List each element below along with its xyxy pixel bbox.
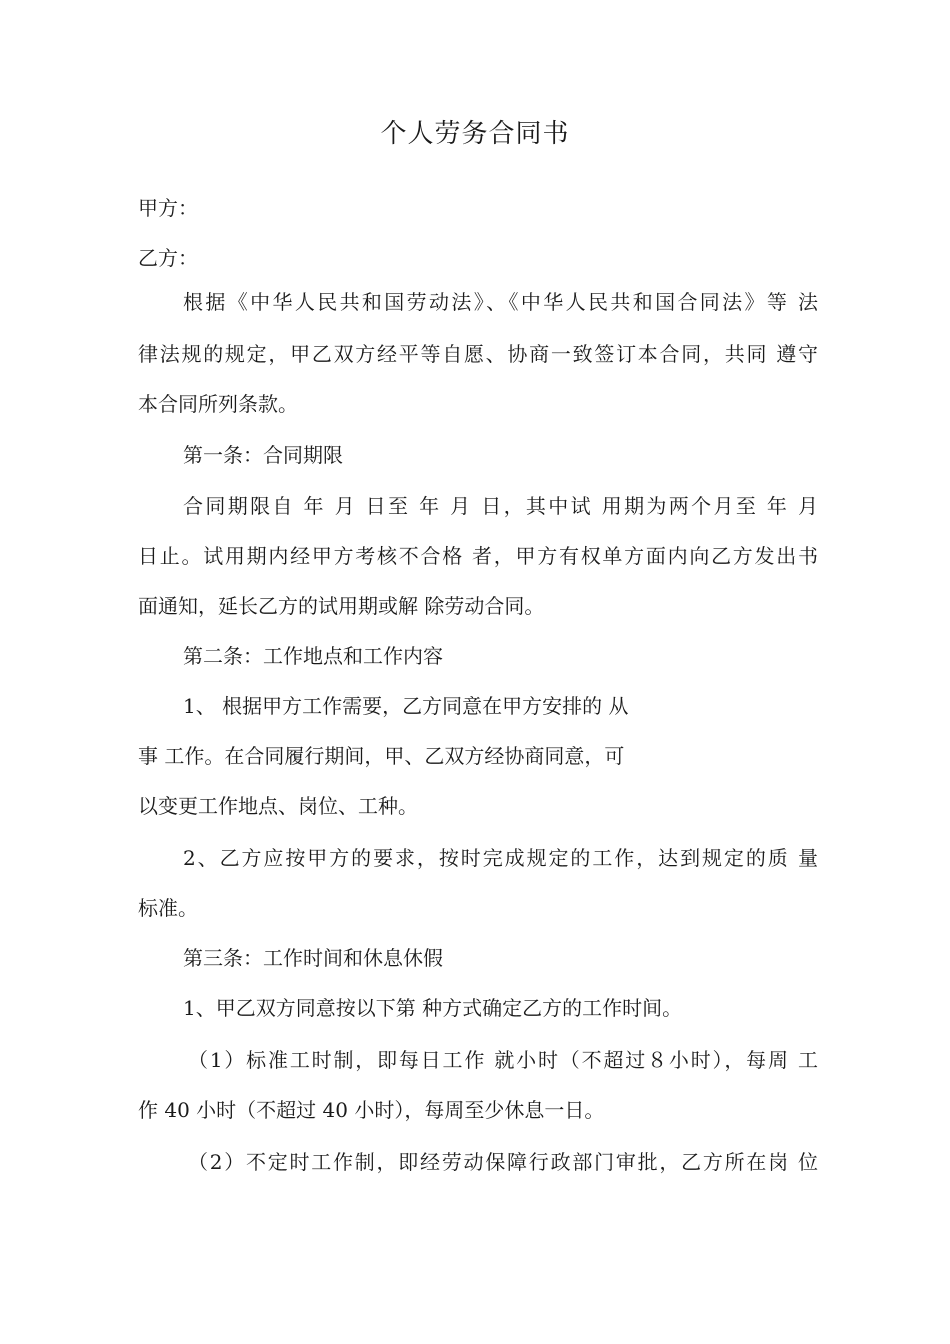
party-a-label: 甲方：: [138, 196, 198, 220]
article-1-line-2: 日止。试用期内经甲方考核不合格 者，甲方有权单方面内向乙方发出书: [138, 544, 818, 568]
article-3-heading: 第三条：工作时间和休息休假: [183, 946, 443, 970]
preamble-line-1: 根据《中华人民共和国劳动法》、《中华人民共和国合同法》等 法: [183, 290, 818, 314]
article-2-heading: 第二条：工作地点和工作内容: [183, 644, 443, 668]
preamble-line-3: 本合同所列条款。: [138, 392, 298, 416]
article-1-line-3: 面通知，延长乙方的试用期或解 除劳动合同。: [138, 594, 545, 618]
article-3-option-2-line-1: （2）不定时工作制，即经劳动保障行政部门审批，乙方所在岗 位: [188, 1150, 818, 1174]
article-2-item-1-line-2: 事 工作。在合同履行期间，甲、乙双方经协商同意，可: [138, 744, 625, 768]
article-3-option-1-line-1: （1）标准工时制，即每日工作 就小时（不超过８小时），每周 工: [188, 1048, 818, 1072]
article-2-item-1-line-1: 1、 根据甲方工作需要，乙方同意在甲方安排的 从: [183, 694, 629, 718]
document-title: 个人劳务合同书: [380, 119, 570, 149]
article-2-item-2-line-1: 2、乙方应按甲方的要求，按时完成规定的工作，达到规定的质 量: [183, 846, 818, 870]
article-3-option-1-line-2: 作 40 小时（不超过 40 小时），每周至少休息一日。: [138, 1098, 605, 1122]
article-3-item-1: 1、甲乙双方同意按以下第 种方式确定乙方的工作时间。: [183, 996, 683, 1020]
article-2-item-1-line-3: 以变更工作地点、岗位、工种。: [138, 794, 418, 818]
article-1-line-1: 合同期限自 年 月 日至 年 月 日，其中试 用期为两个月至 年 月: [183, 494, 818, 518]
article-2-item-2-line-2: 标准。: [138, 896, 198, 920]
preamble-line-2: 律法规的规定，甲乙双方经平等自愿、协商一致签订本合同，共同 遵守: [138, 342, 818, 366]
article-1-heading: 第一条：合同期限: [183, 443, 343, 467]
party-b-label: 乙方：: [138, 246, 198, 270]
